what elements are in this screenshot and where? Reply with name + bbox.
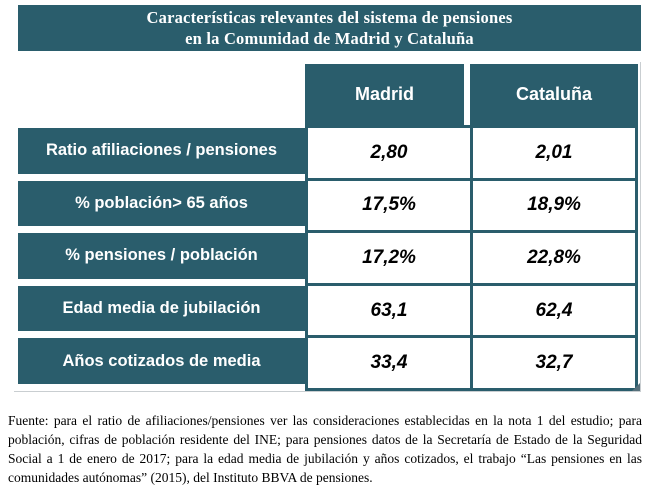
resize-handle-icon (632, 383, 640, 391)
cell-pensiones-cataluna: 22,8% (473, 233, 635, 283)
row-label-pensiones-poblacion: % pensiones / población (18, 233, 305, 279)
selection-frame-bottom (14, 391, 641, 392)
column-header-madrid: Madrid (305, 64, 464, 125)
selection-frame-right (640, 62, 641, 392)
cell-cotizados-madrid: 33,4 (308, 338, 470, 388)
row-label-edad-media: Edad media de jubilación (18, 286, 305, 332)
column-header-cataluna: Cataluña (470, 64, 638, 125)
row-label-anos-cotizados: Años cotizados de media (18, 338, 305, 384)
cell-ratio-madrid: 2,80 (308, 128, 470, 178)
cell-cotizados-cataluna: 32,7 (473, 338, 635, 388)
cell-pensiones-madrid: 17,2% (308, 233, 470, 283)
title-line-1: Características relevantes del sistema de pensiones (146, 8, 513, 27)
cell-edad-madrid: 63,1 (308, 286, 470, 336)
cell-ratio-cataluna: 2,01 (473, 128, 635, 178)
title-line-2: en la Comunidad de Madrid y Cataluña (185, 29, 474, 48)
row-label-poblacion-65: % población> 65 años (18, 181, 305, 227)
cell-poblacion65-cataluna: 18,9% (473, 181, 635, 231)
row-label-ratio-afiliaciones: Ratio afiliaciones / pensiones (18, 128, 305, 174)
cell-poblacion65-madrid: 17,5% (308, 181, 470, 231)
table-title-bar (18, 5, 641, 51)
source-note: Fuente: para el ratio de afiliaciones/pensiones ver las consideraciones establecidas en la nota 1 del estudio; para población, cifras de población residente del INE; para pensiones datos de la Secretaría de Estado de la Seguridad Social a 1 de enero de 2017; para la edad media de jubilación y años cotizados, el trabajo “Las pensiones en las comunidades autónomas” (2015), del Instituto BBVA de pensiones. (8, 413, 642, 485)
row-label-column (18, 125, 305, 391)
cell-edad-cataluna: 62,4 (473, 286, 635, 336)
data-grid (305, 125, 638, 391)
